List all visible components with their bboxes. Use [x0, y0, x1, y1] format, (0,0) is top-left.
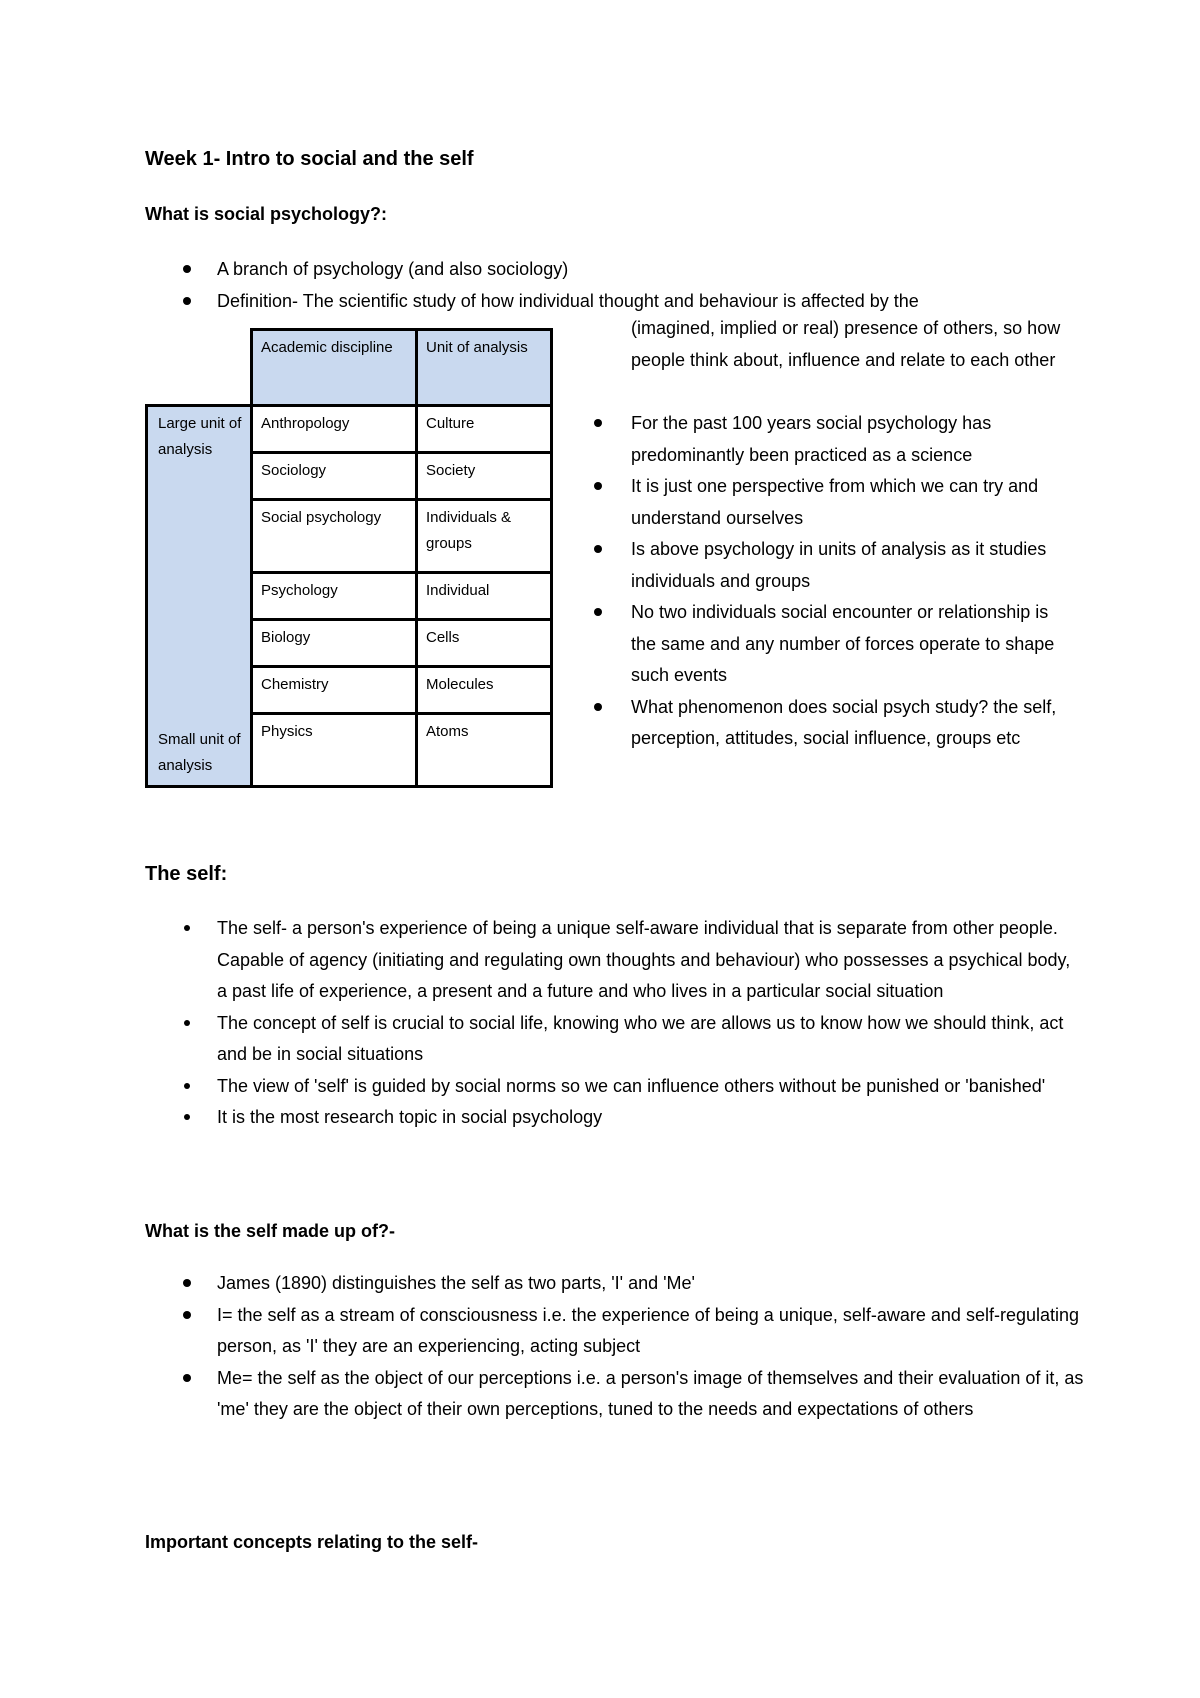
table-header-unit: Unit of analysis	[417, 330, 552, 406]
list-item: The concept of self is crucial to social life, knowing who we are allows us to know how we should think, act and be in social situations	[145, 1008, 1085, 1071]
bullet-icon	[594, 545, 602, 553]
list-item: It is the most research topic in social psychology	[145, 1102, 1085, 1134]
table-cell-discipline: Anthropology	[252, 406, 417, 453]
discipline-table	[145, 328, 553, 788]
self-bullet-list	[145, 913, 1085, 1134]
large-unit-label: Large unit of analysis	[158, 415, 242, 458]
table-cell-unit: Individual	[417, 573, 552, 620]
table-cell-discipline: Sociology	[252, 453, 417, 500]
document-title: Week 1- Intro to social and the self	[145, 148, 474, 170]
bullet-icon	[594, 608, 602, 616]
section-heading-the-self: The self:	[145, 863, 228, 885]
table-cell-unit: Cells	[417, 620, 552, 667]
section-heading-self-made-up: What is the self made up of?-	[145, 1221, 396, 1241]
list-item: The view of 'self' is guided by social norms so we can influence others without be punished or 'banished'	[145, 1071, 1085, 1103]
bullet-icon	[184, 1020, 190, 1026]
section-heading-social-psychology: What is social psychology?:	[145, 204, 388, 224]
intro-bullet-list	[145, 254, 1085, 317]
table-cell-discipline: Biology	[252, 620, 417, 667]
bullet-icon	[184, 925, 190, 931]
list-item: Definition- The scientific study of how individual thought and behaviour is affected by the	[145, 286, 1085, 318]
list-item: What phenomenon does social psych study? the self, perception, attitudes, social influence, groups etc	[587, 692, 1077, 755]
table-cell-unit: Individuals & groups	[417, 500, 552, 573]
table-cell-discipline: Chemistry	[252, 667, 417, 714]
list-item: The self- a person's experience of being a unique self-aware individual that is separate from other people. Capable of agency (initiating and regulating own thoughts and behaviour) who possesses a psychical body, a past life of experience, a present and a future and who lives in a particular social situation	[145, 913, 1085, 1008]
bullet-icon	[183, 1279, 191, 1287]
table-cell-unit: Molecules	[417, 667, 552, 714]
james-bullet-list	[145, 1268, 1085, 1426]
list-item: It is just one perspective from which we can try and understand ourselves	[587, 471, 1077, 534]
list-item: Me= the self as the object of our perceptions i.e. a person's image of themselves and their evaluation of it, as 'me' they are the object of their own perceptions, tuned to the needs and expectations of others	[145, 1363, 1085, 1426]
table-cell-unit: Culture	[417, 406, 552, 453]
list-item: A branch of psychology (and also sociology)	[145, 254, 1085, 286]
right-bullet-list	[587, 408, 1077, 755]
table-cell-unit: Society	[417, 453, 552, 500]
table-cell-discipline: Physics	[252, 714, 417, 787]
small-unit-label: Small unit of analysis	[158, 731, 241, 774]
bullet-icon	[183, 1311, 191, 1319]
list-item: No two individuals social encounter or relationship is the same and any number of forces operate to shape such events	[587, 597, 1077, 692]
table-cell-discipline: Psychology	[252, 573, 417, 620]
list-item: James (1890) distinguishes the self as two parts, 'I' and 'Me'	[145, 1268, 1085, 1300]
bullet-icon	[183, 1374, 191, 1382]
list-item: I= the self as a stream of consciousness i.e. the experience of being a unique, self-aware and self-regulating person, as 'I' they are an experiencing, acting subject	[145, 1300, 1085, 1363]
definition-continuation: (imagined, implied or real) presence of others, so how people think about, influence and relate to each other	[631, 318, 1061, 370]
list-item: For the past 100 years social psychology has predominantly been practiced as a science	[587, 408, 1077, 471]
bullet-icon	[184, 1114, 190, 1120]
section-heading-important-concepts: Important concepts relating to the self-	[145, 1532, 479, 1552]
table-cell-unit: Atoms	[417, 714, 552, 787]
list-item: Is above psychology in units of analysis as it studies individuals and groups	[587, 534, 1077, 597]
bullet-icon	[594, 482, 602, 490]
bullet-icon	[183, 297, 191, 305]
bullet-icon	[183, 265, 191, 273]
bullet-icon	[184, 1083, 190, 1089]
unit-scale-column	[147, 406, 252, 787]
bullet-icon	[594, 703, 602, 711]
table-corner	[147, 330, 252, 406]
bullet-icon	[594, 419, 602, 427]
table-header-discipline: Academic discipline	[252, 330, 417, 406]
table-cell-discipline: Social psychology	[252, 500, 417, 573]
